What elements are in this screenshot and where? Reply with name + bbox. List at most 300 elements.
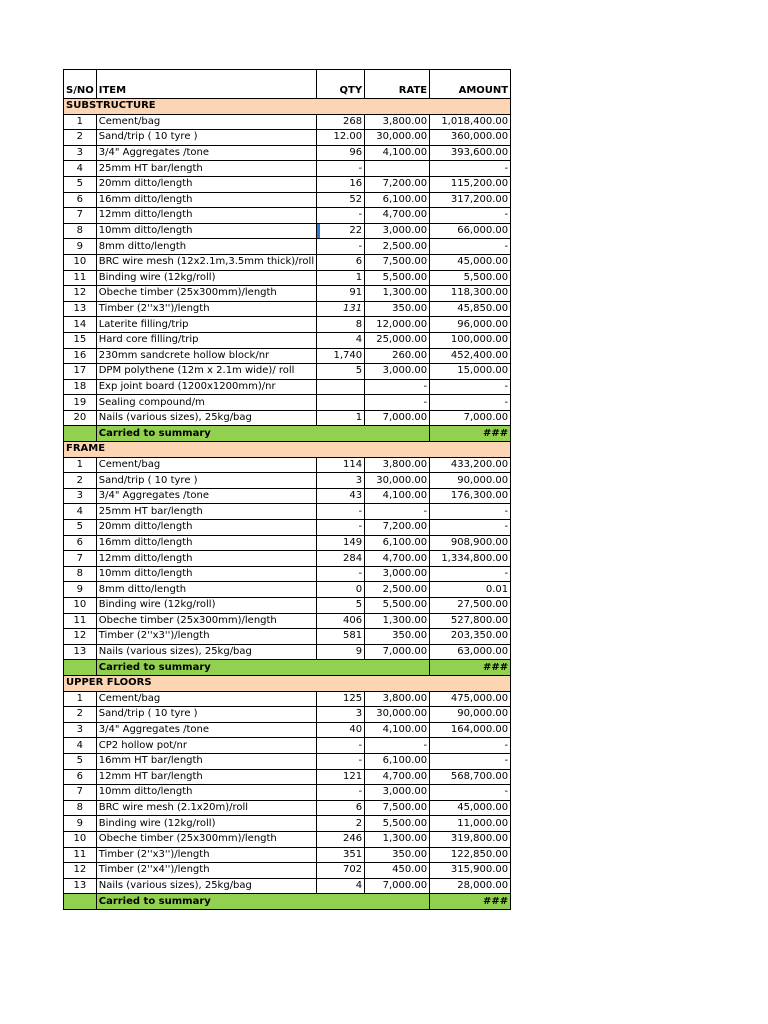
amount-cell[interactable]: 568,700.00	[430, 769, 511, 785]
sno-cell[interactable]: 7	[64, 208, 97, 224]
sno-cell[interactable]: 20	[64, 410, 97, 426]
sno-cell[interactable]: 8	[64, 223, 97, 239]
amount-cell[interactable]: -	[430, 738, 511, 754]
item-cell[interactable]: Cement/bag	[96, 457, 316, 473]
table-row	[64, 816, 511, 832]
summary-spacer[interactable]	[64, 894, 97, 910]
qty-cell[interactable]: 40	[317, 722, 365, 738]
item-cell[interactable]: Hard core filling/trip	[96, 332, 316, 348]
table-row	[64, 644, 511, 660]
rate-cell[interactable]: 2,500.00	[365, 582, 430, 598]
amount-cell[interactable]: 527,800.00	[430, 613, 511, 629]
item-cell[interactable]: BRC wire mesh (12x2.1m,3.5mm thick)/roll	[96, 254, 316, 270]
table-row	[64, 769, 511, 785]
sno-cell[interactable]: 1	[64, 114, 97, 130]
sno-cell[interactable]: 6	[64, 769, 97, 785]
qty-cell[interactable]: 121	[317, 769, 365, 785]
sno-cell[interactable]: 8	[64, 566, 97, 582]
rate-cell[interactable]: 7,500.00	[365, 800, 430, 816]
summary-spacer[interactable]	[64, 660, 97, 676]
sno-cell[interactable]: 14	[64, 317, 97, 333]
sno-cell[interactable]: 10	[64, 831, 97, 847]
table-row	[64, 364, 511, 380]
qty-cell[interactable]: 3	[317, 707, 365, 723]
amount-cell[interactable]: 100,000.00	[430, 332, 511, 348]
amount-cell[interactable]: 176,300.00	[430, 488, 511, 504]
table-row	[64, 254, 511, 270]
sno-cell[interactable]: 18	[64, 379, 97, 395]
qty-cell[interactable]: 16	[317, 176, 365, 192]
amount-cell[interactable]: 115,200.00	[430, 176, 511, 192]
section-header-row	[64, 442, 511, 458]
qty-cell[interactable]: 6	[317, 800, 365, 816]
table-row	[64, 551, 511, 567]
qty-cell[interactable]: 351	[317, 847, 365, 863]
item-cell[interactable]: 12mm HT bar/length	[96, 769, 316, 785]
sno-cell[interactable]: 11	[64, 613, 97, 629]
item-cell[interactable]: Sealing compound/m	[96, 395, 316, 411]
qty-cell[interactable]: 114	[317, 457, 365, 473]
item-cell[interactable]: 8mm ditto/length	[96, 582, 316, 598]
qty-cell[interactable]: -	[317, 208, 365, 224]
rate-cell[interactable]: 4,100.00	[365, 145, 430, 161]
table-row	[64, 410, 511, 426]
qty-cell[interactable]: 3	[317, 473, 365, 489]
item-cell[interactable]: Sand/trip ( 10 tyre )	[96, 707, 316, 723]
item-cell[interactable]: 10mm ditto/length	[96, 566, 316, 582]
qty-cell[interactable]: 1	[317, 270, 365, 286]
rate-cell[interactable]: 7,200.00	[365, 520, 430, 536]
item-cell[interactable]: 8mm ditto/length	[96, 239, 316, 255]
item-cell[interactable]: Cement/bag	[96, 691, 316, 707]
sno-cell[interactable]: 1	[64, 457, 97, 473]
qty-cell[interactable]: 581	[317, 629, 365, 645]
qty-cell[interactable]: 246	[317, 831, 365, 847]
table-row	[64, 598, 511, 614]
item-cell[interactable]: 3/4" Aggregates /tone	[96, 488, 316, 504]
table-row	[64, 192, 511, 208]
qty-cell[interactable]: 1,740	[317, 348, 365, 364]
sno-cell[interactable]: 15	[64, 332, 97, 348]
item-cell[interactable]: CP2 hollow pot/nr	[96, 738, 316, 754]
item-cell[interactable]: 3/4" Aggregates /tone	[96, 145, 316, 161]
qty-cell[interactable]: 5	[317, 598, 365, 614]
amount-cell[interactable]: 5,500.00	[430, 270, 511, 286]
item-cell[interactable]: 16mm HT bar/length	[96, 753, 316, 769]
table-row	[64, 800, 511, 816]
header-sno[interactable]: S/NO	[64, 70, 97, 99]
item-cell[interactable]: Laterite filling/trip	[96, 317, 316, 333]
rate-cell[interactable]: 1,300.00	[365, 613, 430, 629]
table-row	[64, 473, 511, 489]
amount-cell[interactable]: -	[430, 395, 511, 411]
rate-cell[interactable]: 6,100.00	[365, 535, 430, 551]
item-cell[interactable]: 230mm sandcrete hollow block/nr	[96, 348, 316, 364]
rate-cell[interactable]: 30,000.00	[365, 130, 430, 146]
qty-cell[interactable]: 4	[317, 332, 365, 348]
item-cell[interactable]: BRC wire mesh (2.1x20m)/roll	[96, 800, 316, 816]
table-row	[64, 863, 511, 879]
rate-cell[interactable]: 30,000.00	[365, 707, 430, 723]
qty-cell[interactable]: 2	[317, 816, 365, 832]
amount-cell[interactable]: 66,000.00	[430, 223, 511, 239]
qty-cell[interactable]: 406	[317, 613, 365, 629]
amount-cell[interactable]: 122,850.00	[430, 847, 511, 863]
rate-cell[interactable]: 30,000.00	[365, 473, 430, 489]
qty-cell[interactable]: 4	[317, 878, 365, 894]
amount-cell[interactable]: -	[430, 753, 511, 769]
sno-cell[interactable]: 10	[64, 254, 97, 270]
qty-cell[interactable]	[317, 395, 365, 411]
table-row	[64, 582, 511, 598]
table-row	[64, 831, 511, 847]
table-row	[64, 753, 511, 769]
qty-cell[interactable]: 131	[317, 301, 365, 317]
qty-cell[interactable]: 6	[317, 254, 365, 270]
item-cell[interactable]: DPM polythene (12m x 2.1m wide)/ roll	[96, 364, 316, 380]
table-row	[64, 161, 511, 177]
rate-cell[interactable]: -	[365, 395, 430, 411]
qty-cell[interactable]: -	[317, 566, 365, 582]
table-row	[64, 520, 511, 536]
table-row	[64, 566, 511, 582]
item-cell[interactable]: Obeche timber (25x300mm)/length	[96, 286, 316, 302]
sno-cell[interactable]: 7	[64, 785, 97, 801]
table-row	[64, 239, 511, 255]
table-row	[64, 395, 511, 411]
qty-cell[interactable]	[317, 379, 365, 395]
amount-cell[interactable]: 360,000.00	[430, 130, 511, 146]
qty-cell[interactable]: 1	[317, 410, 365, 426]
qty-cell[interactable]: 0	[317, 582, 365, 598]
qty-cell[interactable]: -	[317, 753, 365, 769]
table-row	[64, 629, 511, 645]
amount-cell[interactable]: 317,200.00	[430, 192, 511, 208]
qty-cell[interactable]: -	[317, 504, 365, 520]
table-row	[64, 691, 511, 707]
amount-cell[interactable]: -	[430, 161, 511, 177]
amount-cell[interactable]: 11,000.00	[430, 816, 511, 832]
summary-value[interactable]: ###	[430, 660, 511, 676]
item-cell[interactable]: Exp joint board (1200x1200mm)/nr	[96, 379, 316, 395]
amount-cell[interactable]: -	[430, 208, 511, 224]
amount-cell[interactable]: 63,000.00	[430, 644, 511, 660]
amount-cell[interactable]: 27,500.00	[430, 598, 511, 614]
sno-cell[interactable]: 4	[64, 504, 97, 520]
rate-cell[interactable]: 12,000.00	[365, 317, 430, 333]
item-cell[interactable]: Sand/trip ( 10 tyre )	[96, 473, 316, 489]
rate-cell[interactable]: 3,000.00	[365, 785, 430, 801]
rate-cell[interactable]: 1,300.00	[365, 286, 430, 302]
table-row	[64, 707, 511, 723]
qty-cell[interactable]: 8	[317, 317, 365, 333]
item-cell[interactable]: Timber (2''x4'')/length	[96, 863, 316, 879]
section-header-row	[64, 675, 511, 691]
sno-cell[interactable]: 12	[64, 286, 97, 302]
amount-cell[interactable]: -	[430, 520, 511, 536]
item-cell[interactable]: 12mm ditto/length	[96, 551, 316, 567]
rate-cell[interactable]: 3,000.00	[365, 364, 430, 380]
rate-cell[interactable]: 3,800.00	[365, 457, 430, 473]
rate-cell[interactable]: 6,100.00	[365, 753, 430, 769]
rate-cell[interactable]: 5,500.00	[365, 816, 430, 832]
amount-cell[interactable]: 0.01	[430, 582, 511, 598]
sno-cell[interactable]: 9	[64, 816, 97, 832]
amount-cell[interactable]: 1,334,800.00	[430, 551, 511, 567]
item-cell[interactable]: Binding wire (12kg/roll)	[96, 598, 316, 614]
table-row	[64, 722, 511, 738]
sno-cell[interactable]: 8	[64, 800, 97, 816]
table-row	[64, 130, 511, 146]
amount-cell[interactable]: -	[430, 239, 511, 255]
item-cell[interactable]: Timber (2''x3'')/length	[96, 629, 316, 645]
rate-cell[interactable]: -	[365, 504, 430, 520]
section-title[interactable]: UPPER FLOORS	[64, 675, 511, 691]
sno-cell[interactable]: 3	[64, 488, 97, 504]
table-row	[64, 301, 511, 317]
rate-cell[interactable]: 6,100.00	[365, 192, 430, 208]
amount-cell[interactable]: 1,018,400.00	[430, 114, 511, 130]
header-rate[interactable]: RATE	[365, 70, 430, 99]
item-cell[interactable]: 25mm HT bar/length	[96, 504, 316, 520]
qty-cell[interactable]: -	[317, 161, 365, 177]
qty-cell[interactable]: 149	[317, 535, 365, 551]
sno-cell[interactable]: 17	[64, 364, 97, 380]
table-row	[64, 379, 511, 395]
item-cell[interactable]: Timber (2''x3'')/length	[96, 301, 316, 317]
summary-label[interactable]: Carried to summary	[96, 894, 429, 910]
item-cell[interactable]: 12mm ditto/length	[96, 208, 316, 224]
header-amount[interactable]: AMOUNT	[430, 70, 511, 99]
item-cell[interactable]: Binding wire (12kg/roll)	[96, 816, 316, 832]
summary-label[interactable]: Carried to summary	[96, 426, 429, 442]
rate-cell[interactable]: 7,000.00	[365, 644, 430, 660]
summary-row	[64, 660, 511, 676]
sno-cell[interactable]: 3	[64, 145, 97, 161]
item-cell[interactable]: 16mm ditto/length	[96, 535, 316, 551]
amount-cell[interactable]: 45,850.00	[430, 301, 511, 317]
sno-cell[interactable]: 6	[64, 192, 97, 208]
table-row	[64, 613, 511, 629]
rate-cell[interactable]: 350.00	[365, 847, 430, 863]
item-cell[interactable]: Nails (various sizes), 25kg/bag	[96, 410, 316, 426]
table-row	[64, 317, 511, 333]
rate-cell[interactable]: 260.00	[365, 348, 430, 364]
sno-cell[interactable]: 12	[64, 863, 97, 879]
table-row	[64, 286, 511, 302]
rate-cell[interactable]: 7,200.00	[365, 176, 430, 192]
qty-cell[interactable]: 702	[317, 863, 365, 879]
item-cell[interactable]: Nails (various sizes), 25kg/bag	[96, 644, 316, 660]
sno-cell[interactable]: 13	[64, 301, 97, 317]
table-row	[64, 145, 511, 161]
summary-label[interactable]: Carried to summary	[96, 660, 429, 676]
item-cell[interactable]: Nails (various sizes), 25kg/bag	[96, 878, 316, 894]
rate-cell[interactable]: 7,000.00	[365, 878, 430, 894]
amount-cell[interactable]: 393,600.00	[430, 145, 511, 161]
qty-cell[interactable]: 9	[317, 644, 365, 660]
amount-cell[interactable]: -	[430, 379, 511, 395]
amount-cell[interactable]: 7,000.00	[430, 410, 511, 426]
sno-cell[interactable]: 7	[64, 551, 97, 567]
item-cell[interactable]: 16mm ditto/length	[96, 192, 316, 208]
table-row	[64, 208, 511, 224]
table-row	[64, 738, 511, 754]
table-row	[64, 114, 511, 130]
section-title[interactable]: SUBSTRUCTURE	[64, 99, 511, 115]
qty-cell[interactable]: -	[317, 520, 365, 536]
rate-cell[interactable]: 4,100.00	[365, 488, 430, 504]
item-cell[interactable]: 3/4" Aggregates /tone	[96, 722, 316, 738]
sno-cell[interactable]: 11	[64, 847, 97, 863]
rate-cell[interactable]: 4,100.00	[365, 722, 430, 738]
table-row	[64, 223, 511, 239]
amount-cell[interactable]: 908,900.00	[430, 535, 511, 551]
table-row	[64, 176, 511, 192]
summary-value[interactable]: ###	[430, 894, 511, 910]
item-cell[interactable]: 20mm ditto/length	[96, 176, 316, 192]
rate-cell[interactable]: 350.00	[365, 301, 430, 317]
rate-cell[interactable]: 450.00	[365, 863, 430, 879]
rate-cell[interactable]: 350.00	[365, 629, 430, 645]
sno-cell[interactable]: 9	[64, 582, 97, 598]
sno-cell[interactable]: 12	[64, 629, 97, 645]
amount-cell[interactable]: 433,200.00	[430, 457, 511, 473]
amount-cell[interactable]: 90,000.00	[430, 707, 511, 723]
qty-cell[interactable]: 284	[317, 551, 365, 567]
table-row	[64, 878, 511, 894]
qty-cell[interactable]: 96	[317, 145, 365, 161]
qty-cell[interactable]: -	[317, 785, 365, 801]
qty-cell[interactable]: 91	[317, 286, 365, 302]
amount-cell[interactable]: 118,300.00	[430, 286, 511, 302]
header-item[interactable]: ITEM	[96, 70, 316, 99]
rate-cell[interactable]: 7,000.00	[365, 410, 430, 426]
rate-cell[interactable]: -	[365, 738, 430, 754]
sno-cell[interactable]: 2	[64, 707, 97, 723]
amount-cell[interactable]: 96,000.00	[430, 317, 511, 333]
sno-cell[interactable]: 19	[64, 395, 97, 411]
qty-cell[interactable]: 125	[317, 691, 365, 707]
qty-cell[interactable]: 52	[317, 192, 365, 208]
rate-cell[interactable]: 7,500.00	[365, 254, 430, 270]
sno-cell[interactable]: 5	[64, 520, 97, 536]
rate-cell[interactable]: 5,500.00	[365, 270, 430, 286]
sno-cell[interactable]: 5	[64, 176, 97, 192]
amount-cell[interactable]: 45,000.00	[430, 800, 511, 816]
summary-spacer[interactable]	[64, 426, 97, 442]
amount-cell[interactable]: 452,400.00	[430, 348, 511, 364]
spreadsheet-body	[64, 70, 511, 910]
summary-value[interactable]: ###	[430, 426, 511, 442]
item-cell[interactable]: Obeche timber (25x300mm)/length	[96, 831, 316, 847]
sno-cell[interactable]: 1	[64, 691, 97, 707]
rate-cell[interactable]: 5,500.00	[365, 598, 430, 614]
item-cell[interactable]: Sand/trip ( 10 tyre )	[96, 130, 316, 146]
sno-cell[interactable]: 6	[64, 535, 97, 551]
rate-cell[interactable]	[365, 161, 430, 177]
rate-cell[interactable]: -	[365, 379, 430, 395]
amount-cell[interactable]: 45,000.00	[430, 254, 511, 270]
qty-cell[interactable]: 5	[317, 364, 365, 380]
qty-cell[interactable]: 43	[317, 488, 365, 504]
table-row	[64, 457, 511, 473]
amount-cell[interactable]: -	[430, 566, 511, 582]
item-cell[interactable]: Binding wire (12kg/roll)	[96, 270, 316, 286]
item-cell[interactable]: Obeche timber (25x300mm)/length	[96, 613, 316, 629]
amount-cell[interactable]: -	[430, 785, 511, 801]
rate-cell[interactable]: 4,700.00	[365, 208, 430, 224]
amount-cell[interactable]: -	[430, 504, 511, 520]
rate-cell[interactable]: 4,700.00	[365, 769, 430, 785]
item-cell[interactable]: 25mm HT bar/length	[96, 161, 316, 177]
header-row	[64, 70, 511, 99]
spreadsheet-table	[63, 69, 511, 910]
item-cell[interactable]: Timber (2''x3'')/length	[96, 847, 316, 863]
rate-cell[interactable]: 25,000.00	[365, 332, 430, 348]
qty-cell[interactable]: -	[317, 738, 365, 754]
rate-cell[interactable]: 3,000.00	[365, 223, 430, 239]
sno-cell[interactable]: 10	[64, 598, 97, 614]
amount-cell[interactable]: 164,000.00	[430, 722, 511, 738]
sno-cell[interactable]: 13	[64, 644, 97, 660]
amount-cell[interactable]: 203,350.00	[430, 629, 511, 645]
rate-cell[interactable]: 4,700.00	[365, 551, 430, 567]
table-row	[64, 348, 511, 364]
sno-cell[interactable]: 2	[64, 130, 97, 146]
sno-cell[interactable]: 16	[64, 348, 97, 364]
rate-cell[interactable]: 2,500.00	[365, 239, 430, 255]
rate-cell[interactable]: 3,800.00	[365, 691, 430, 707]
amount-cell[interactable]: 90,000.00	[430, 473, 511, 489]
sno-cell[interactable]: 3	[64, 722, 97, 738]
sno-cell[interactable]: 4	[64, 161, 97, 177]
sno-cell[interactable]: 13	[64, 878, 97, 894]
summary-row	[64, 894, 511, 910]
summary-row	[64, 426, 511, 442]
amount-cell[interactable]: 15,000.00	[430, 364, 511, 380]
amount-cell[interactable]: 315,900.00	[430, 863, 511, 879]
table-row	[64, 535, 511, 551]
sno-cell[interactable]: 4	[64, 738, 97, 754]
table-row	[64, 504, 511, 520]
header-qty[interactable]: QTY	[317, 70, 365, 99]
item-cell[interactable]: Cement/bag	[96, 114, 316, 130]
rate-cell[interactable]: 3,000.00	[365, 566, 430, 582]
rate-cell[interactable]: 1,300.00	[365, 831, 430, 847]
item-cell[interactable]: 10mm ditto/length	[96, 785, 316, 801]
qty-cell[interactable]: -	[317, 239, 365, 255]
rate-cell[interactable]: 3,800.00	[365, 114, 430, 130]
item-cell[interactable]: 20mm ditto/length	[96, 520, 316, 536]
amount-cell[interactable]: 319,800.00	[430, 831, 511, 847]
amount-cell[interactable]: 28,000.00	[430, 878, 511, 894]
table-row	[64, 488, 511, 504]
amount-cell[interactable]: 475,000.00	[430, 691, 511, 707]
sno-cell[interactable]: 9	[64, 239, 97, 255]
sno-cell[interactable]: 2	[64, 473, 97, 489]
section-title[interactable]: FRAME	[64, 442, 511, 458]
item-cell[interactable]: 10mm ditto/length	[96, 223, 316, 239]
qty-cell[interactable]: 268	[317, 114, 365, 130]
table-row	[64, 785, 511, 801]
section-header-row	[64, 99, 511, 115]
sno-cell[interactable]: 5	[64, 753, 97, 769]
table-row	[64, 270, 511, 286]
qty-cell[interactable]: 12.00	[317, 130, 365, 146]
qty-cell[interactable]: 22	[317, 223, 365, 239]
sno-cell[interactable]: 11	[64, 270, 97, 286]
